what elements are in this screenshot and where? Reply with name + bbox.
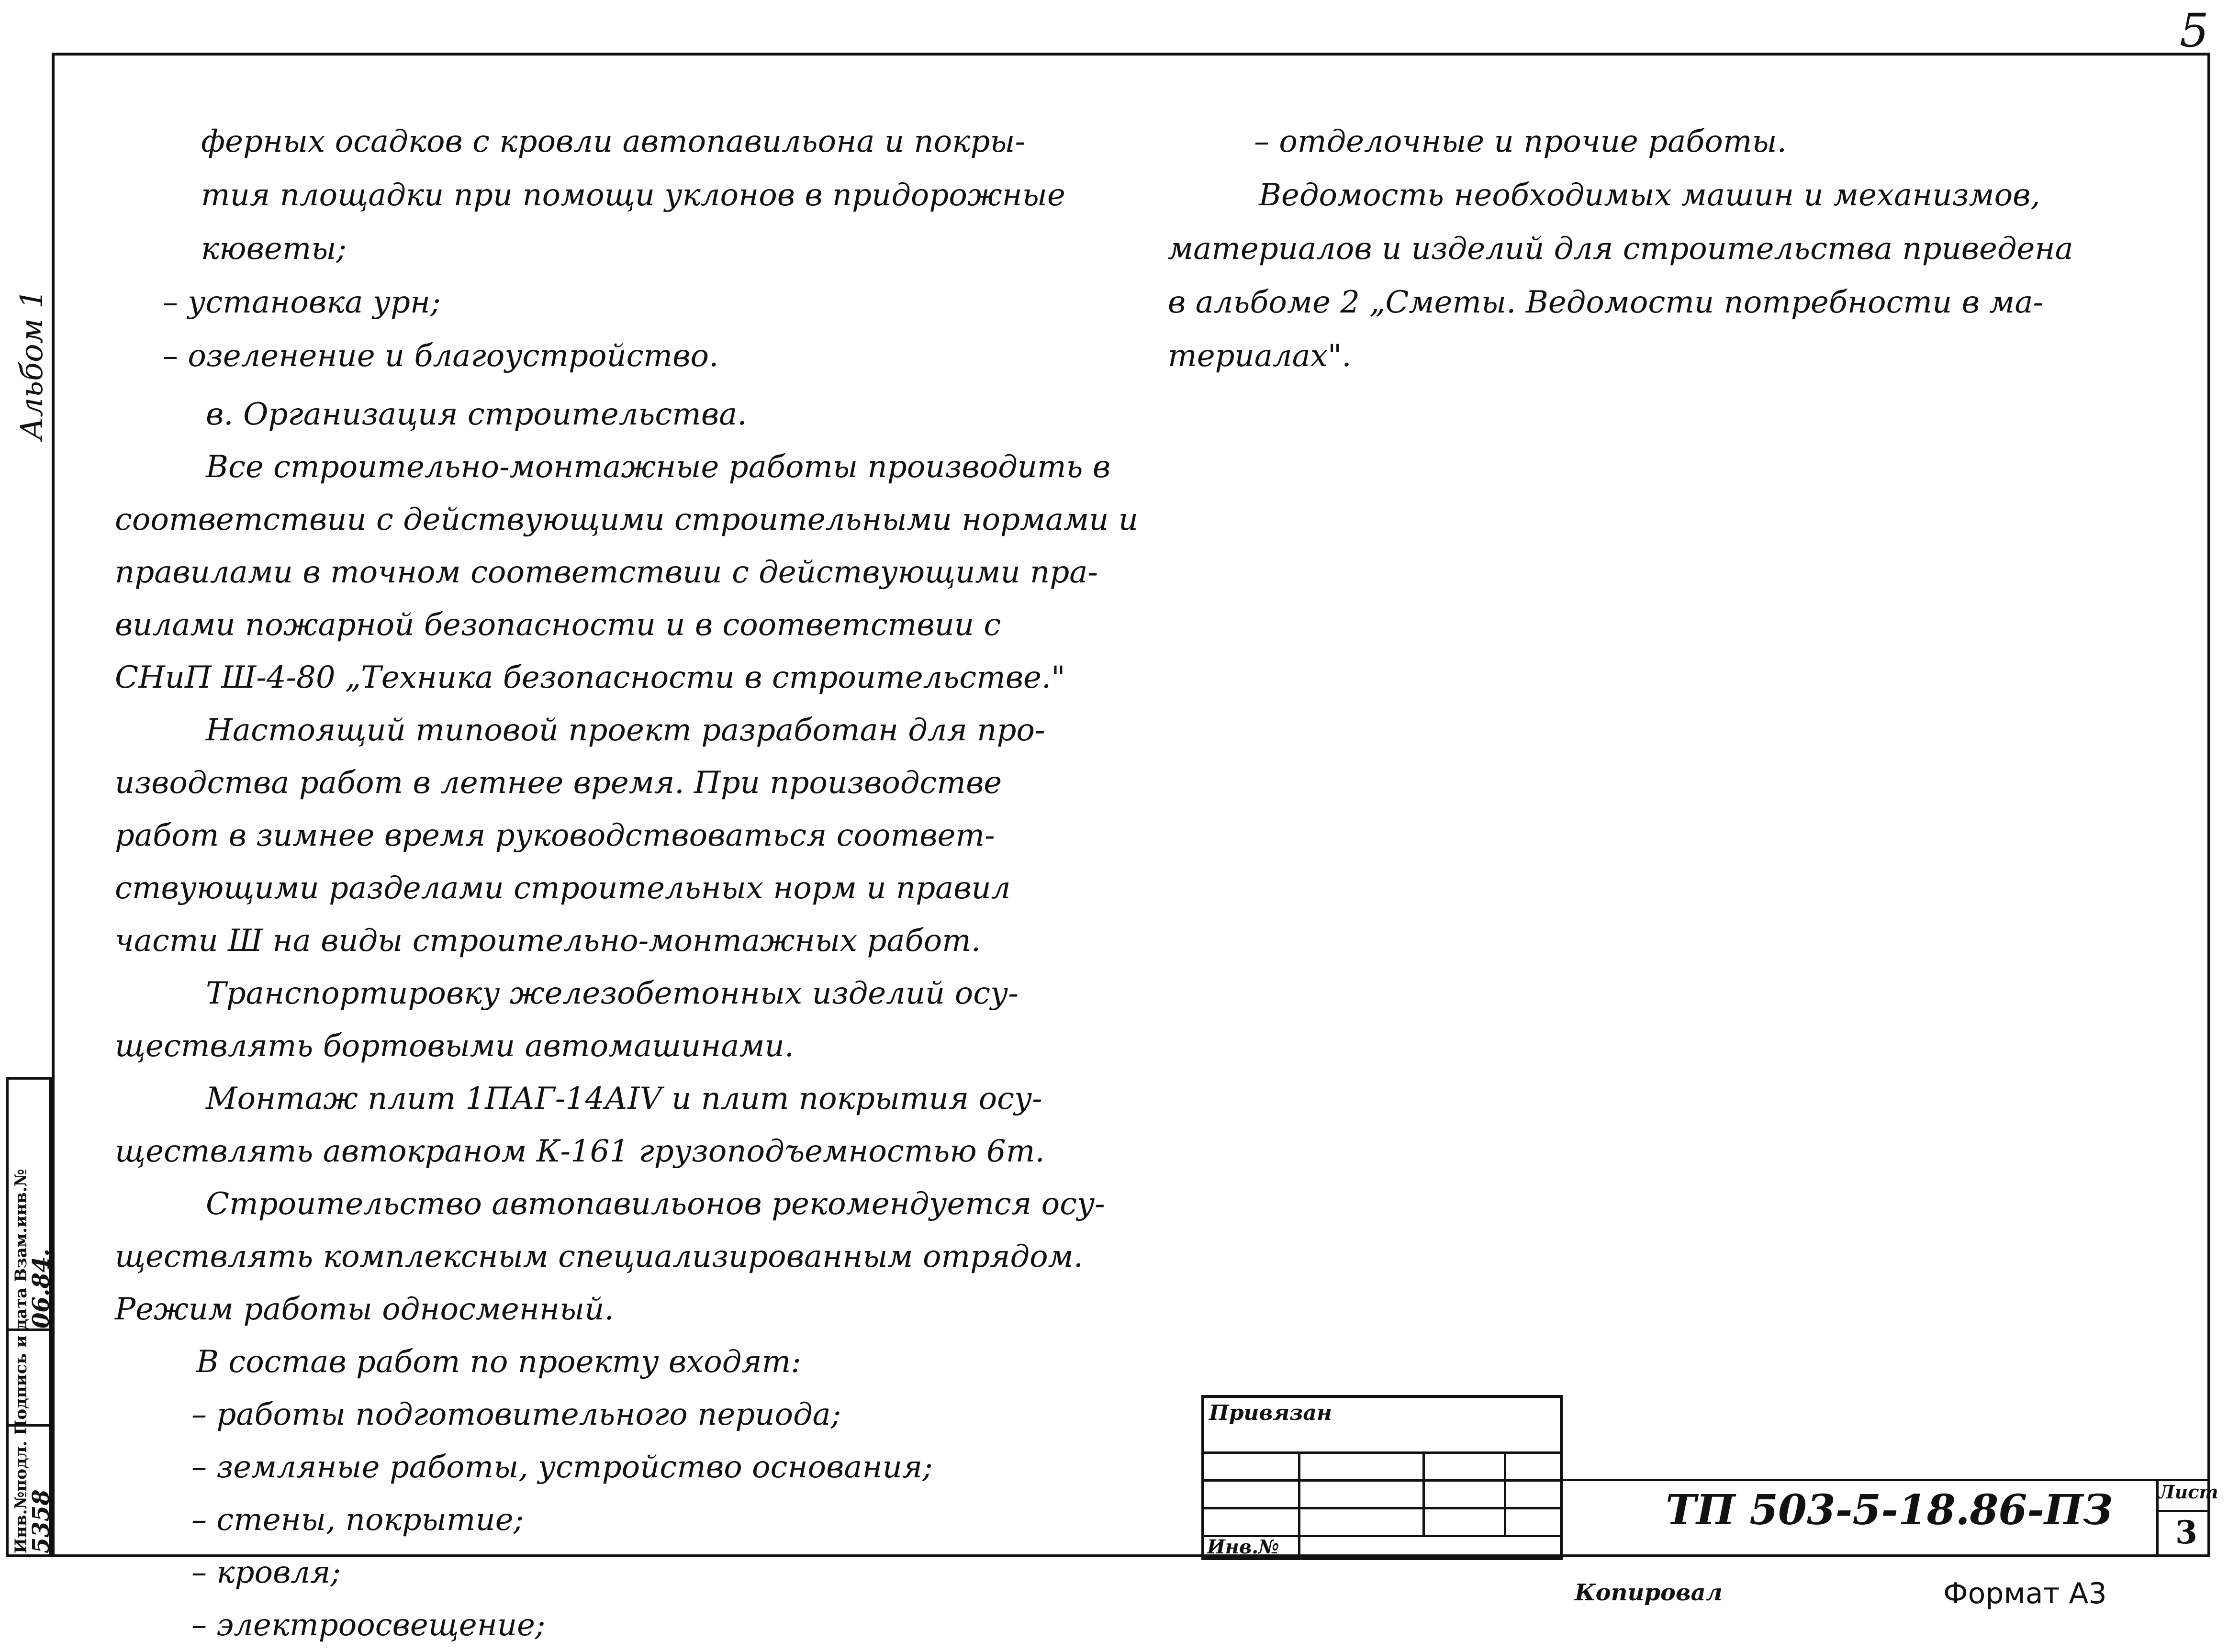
sheet-label: Лист	[2159, 1481, 2218, 1503]
text-line: соответствии с действующими строительными нормами и	[115, 502, 1138, 537]
text-line: Строительство автопавильонов рекомендуется осу-	[206, 1186, 1105, 1222]
title-block-table	[1201, 1395, 1563, 1560]
text-line: работ в зимнее время руководствоваться соответ-	[115, 818, 995, 853]
text-line: правилами в точном соответствии с действующими пра-	[115, 555, 1098, 590]
list-item: – земляные работы, устройство основания;	[191, 1450, 933, 1485]
list-item: – электроосвещение;	[191, 1607, 546, 1643]
title-block-divider	[1561, 1479, 2210, 1481]
margin-stamp	[6, 1077, 55, 1557]
copied-label: Копировал	[1575, 1579, 1723, 1606]
sheet-cell-divider	[2156, 1510, 2210, 1512]
text-line: Все строительно-монтажные работы производить в	[206, 449, 1111, 485]
text-line: – озеленение и благоустройство.	[163, 338, 719, 374]
stamp-date: 06.84.	[28, 1248, 55, 1328]
text-line: В состав работ по проекту входят:	[196, 1344, 801, 1380]
sheet-number: 3	[2175, 1514, 2197, 1551]
text-line: тия площадки при помощи уклонов в придорожные	[201, 178, 1065, 213]
privyazan-label: Привязан	[1209, 1401, 1332, 1425]
document-designation: ТП 503-5-18.86-ПЗ	[1666, 1486, 2113, 1534]
text-line: изводства работ в летнее время. При производстве	[115, 765, 1002, 801]
stamp-header: Инв.№подл. Подпись и дата Взам.инв.№	[11, 1169, 31, 1553]
section-heading: в. Организация строительства.	[206, 397, 747, 432]
list-item: – работы подготовительного периода;	[191, 1397, 841, 1432]
text-line: части Ш на виды строительно-монтажных работ.	[115, 923, 981, 959]
inv-no-label: Инв.№	[1207, 1536, 1279, 1558]
text-line: териалах".	[1168, 338, 1352, 374]
text-line: в альбоме 2 „Сметы. Ведомости потребности в ма-	[1168, 285, 2044, 320]
text-line: Режим работы односменный.	[115, 1292, 614, 1327]
text-line: ществлять комплексным специализированным отрядом.	[115, 1239, 1083, 1274]
text-line: Транспортировку железобетонных изделий осу-	[206, 976, 1019, 1011]
text-line: вилами пожарной безопасности и в соответствии с	[115, 607, 1001, 643]
text-line: ферных осадков с кровли автопавильона и покры-	[201, 124, 1026, 159]
format-label: Формат А3	[1943, 1577, 2107, 1610]
text-line: материалов и изделий для строительства приведена	[1168, 231, 2073, 267]
text-line: ществлять бортовыми автомашинами.	[115, 1028, 795, 1064]
text-line: ществлять автокраном К-161 грузоподъемностью 6т.	[115, 1134, 1045, 1169]
page-number: 5	[2179, 4, 2209, 57]
stamp-inv-number: 5358	[28, 1489, 55, 1553]
text-line: кюветы;	[201, 231, 347, 267]
album-label: Альбом 1	[14, 289, 50, 440]
text-line: ствующими разделами строительных норм и правил	[115, 871, 1011, 906]
list-item: – кровля;	[191, 1555, 341, 1590]
text-line: Настоящий типовой проект разработан для про-	[206, 713, 1045, 748]
text-line: Ведомость необходимых машин и механизмов,	[1259, 178, 2040, 213]
text-line: – установка урн;	[163, 285, 441, 320]
list-item: – стены, покрытие;	[191, 1502, 524, 1538]
text-line: Монтаж плит 1ПАГ-14АIV и плит покрытия осу-	[206, 1081, 1042, 1116]
list-item: – отделочные и прочие работы.	[1254, 124, 1787, 159]
text-line: СНиП Ш-4-80 „Техника безопасности в строительстве."	[115, 660, 1065, 695]
